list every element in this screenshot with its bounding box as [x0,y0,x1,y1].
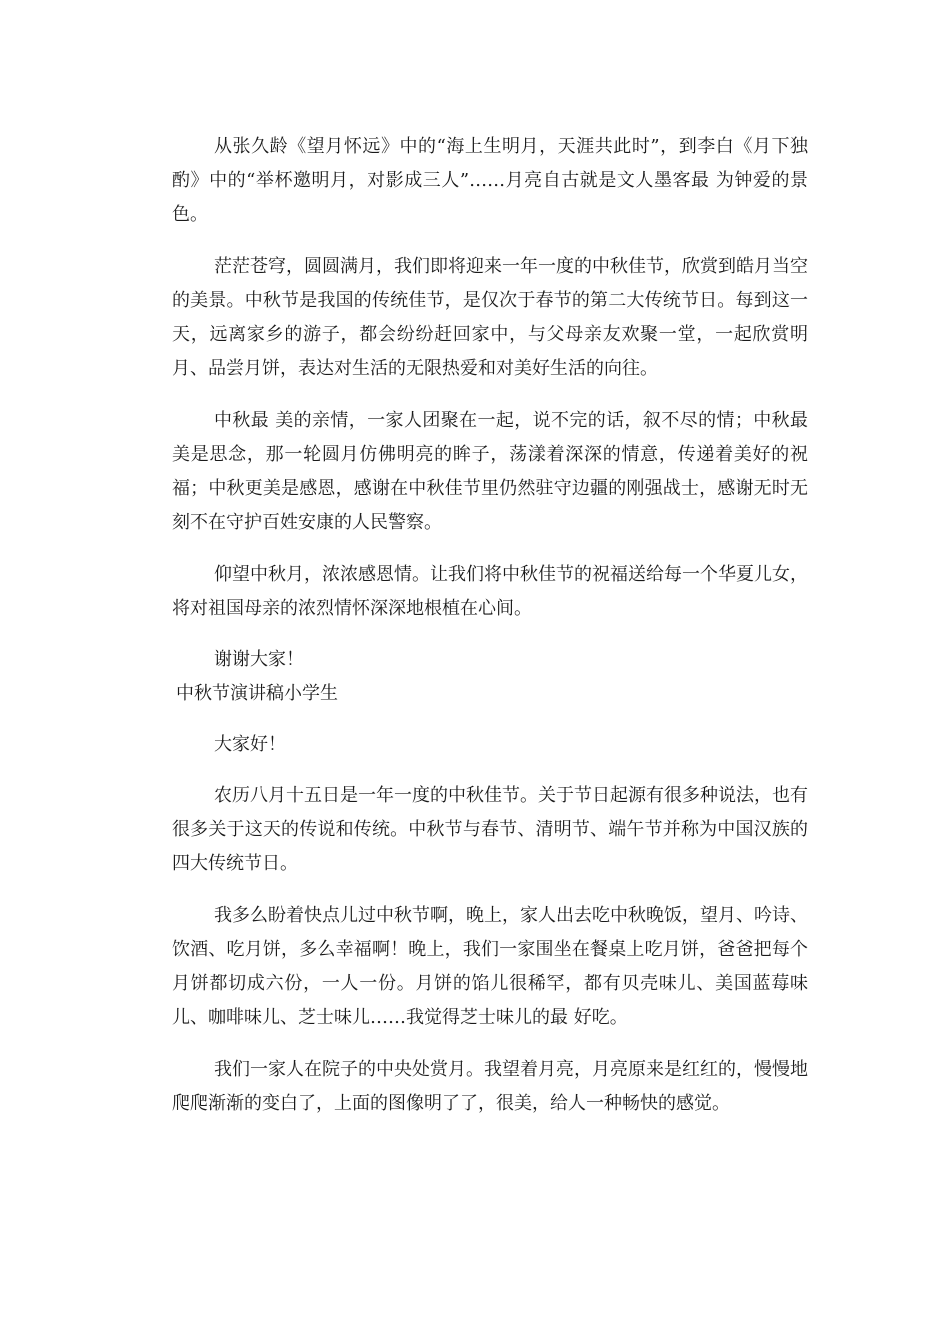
paragraph-lunar-calendar: 农历八月十五日是一年一度的中秋佳节。关于节日起源有很多种说法，也有很多关于这天的传说和传统。中秋节与春节、清明节、端午节并称为中国汉族的四大传统节日。 [172,785,808,874]
document-body [172,130,808,1121]
paragraph-most-beautiful: 中秋最 美的亲情，一家人团聚在一起，说不完的话，叙不尽的情；中秋最 美是思念，那一轮圆月仿佛明亮的眸子，荡漾着深深的情意，传递着美好的祝福；中秋更美是感恩，感谢在中秋佳节里仍然驻守边疆的刚强战士，感谢无时无刻不在守护百姓安康的人民警察。 [172,410,808,533]
paragraph-gratitude: 仰望中秋月，浓浓感恩情。让我们将中秋佳节的祝福送给每一个华夏儿女，将对祖国母亲的浓烈情怀深深地根植在心间。 [172,564,808,619]
paragraph-mid-autumn-festival: 茫茫苍穹，圆圆满月，我们即将迎来一年一度的中秋佳节，欣赏到皓月当空的美景。中秋节是我国的传统佳节，是仅次于春节的第二大传统节日。每到这一天，远离家乡的游子，都会纷纷赶回家中，与父母亲友欢聚一堂，一起欣赏明月、品尝月饼，表达对生活的无限热爱和对美好生活的向往。 [172,256,808,379]
paragraph-thanks: 谢谢大家！ [214,649,304,670]
section-heading: 中秋节演讲稿小学生 [176,683,338,704]
paragraph-mooncakes: 我多么盼着快点儿过中秋节啊，晚上，家人出去吃中秋晚饭，望月、吟诗、饮酒、吃月饼，多么幸福啊！晚上，我们一家围坐在餐桌上吃月饼，爸爸把每个月饼都切成六份，一人一份。月饼的馅儿很稀罕，都有贝壳味儿、美国蓝莓味儿、咖啡味儿、芝士味儿……我觉得芝士味儿的最 好吃。 [172,905,808,1028]
paragraph-poems-intro: 从张久龄《望月怀远》中的“海上生明月，天涯共此时”，到李白《月下独酌》中的“举杯邀明月，对影成三人”……月亮自古就是文人墨客最 为钟爱的景色。 [172,136,808,225]
paragraph-greeting: 大家好！ [214,734,286,755]
paragraph-moon-viewing: 我们一家人在院子的中央处赏月。我望着月亮，月亮原来是红红的，慢慢地爬爬渐渐的变白了，上面的图像明了了，很美，给人一种畅快的感觉。 [172,1059,808,1114]
